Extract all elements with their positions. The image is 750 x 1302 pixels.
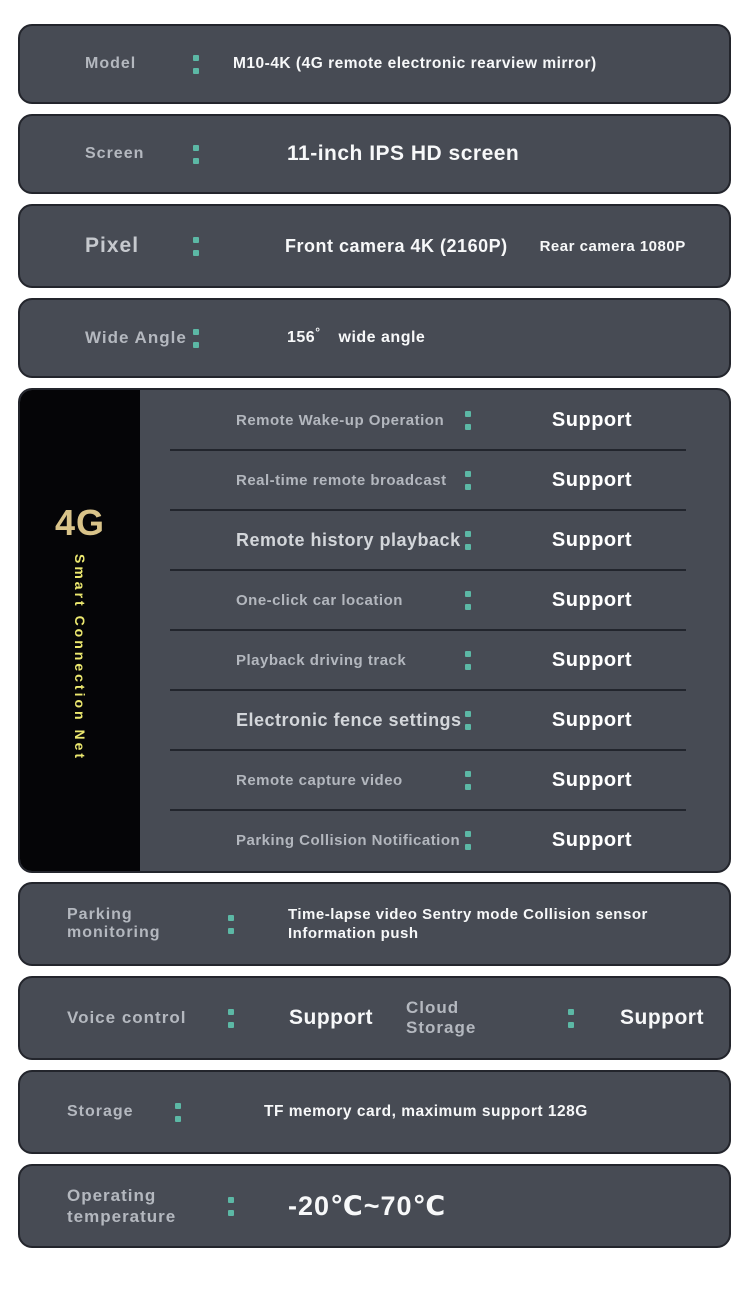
colon-icon [465, 651, 471, 670]
smart-net-feature-list [140, 390, 729, 871]
feature-label: Electronic fence settings [236, 709, 462, 730]
feature-row [140, 570, 729, 630]
voice-control-value: Support [289, 1006, 373, 1029]
colon-icon [175, 1103, 181, 1122]
feature-label: Real-time remote broadcast [236, 471, 447, 489]
spec-row-voice-cloud [18, 976, 731, 1060]
spec-row-screen [18, 114, 731, 194]
parking-value: Time-lapse video Sentry mode Collision sensor Information push [288, 906, 648, 942]
feature-label: Playback driving track [236, 651, 407, 669]
operating-temperature-value: -20℃~70℃ [288, 1190, 447, 1221]
colon-icon [465, 831, 471, 850]
colon-icon [465, 471, 471, 490]
pixel-label: Pixel [85, 234, 140, 257]
spec-row-parking-monitoring [18, 882, 731, 966]
colon-icon [228, 1009, 234, 1028]
smart-net-block [18, 388, 731, 873]
feature-label: Remote capture video [236, 771, 403, 789]
wide-angle-label: Wide Angle [85, 328, 187, 347]
pixel-rear-value: Rear camera 1080P [539, 237, 686, 255]
model-value: M10-4K (4G remote electronic rearview mirror) [233, 55, 597, 72]
operating-temperature-label [67, 1185, 228, 1227]
colon-icon [568, 1009, 574, 1028]
feature-value: Support [551, 648, 633, 671]
colon-icon [193, 237, 199, 256]
feature-label: Parking Collision Notification [236, 831, 461, 849]
colon-icon [193, 55, 199, 74]
wide-angle-number: 156 [287, 329, 316, 346]
storage-value: TF memory card, maximum support 128G [264, 1103, 588, 1120]
colon-icon [193, 145, 199, 164]
smart-net-vertical-label: Smart Connection Net [72, 554, 88, 762]
feature-value: Support [551, 768, 633, 791]
4g-badge: 4G [54, 502, 106, 543]
pixel-front-value: Front camera 4K (2160P) [285, 235, 508, 256]
colon-icon [465, 531, 471, 550]
smart-net-side-column [20, 390, 140, 871]
screen-value: 11-inch IPS HD screen [287, 142, 520, 165]
feature-row [140, 750, 729, 810]
colon-icon [465, 591, 471, 610]
wide-angle-unit: wide angle [338, 329, 426, 346]
feature-row [140, 450, 729, 510]
parking-label: Parking monitoring [67, 906, 161, 941]
operating-temperature-label-line2: temperature [67, 1207, 177, 1226]
feature-row [140, 510, 729, 570]
feature-value: Support [551, 408, 633, 431]
feature-label: One-click car location [236, 591, 403, 609]
feature-row [140, 810, 729, 870]
feature-label: Remote history playback [236, 529, 461, 550]
feature-label: Remote Wake-up Operation [236, 411, 445, 429]
feature-value: Support [551, 528, 633, 551]
colon-icon [465, 711, 471, 730]
feature-value: Support [551, 708, 633, 731]
wide-angle-value [287, 325, 321, 347]
feature-value: Support [551, 468, 633, 491]
spec-row-operating-temperature [18, 1164, 731, 1248]
model-label: Model [85, 55, 137, 72]
screen-label: Screen [85, 145, 145, 162]
spec-row-wide-angle [18, 298, 731, 378]
colon-icon [465, 411, 471, 430]
colon-icon [465, 771, 471, 790]
feature-value: Support [551, 828, 633, 851]
spec-row-model [18, 24, 731, 104]
voice-control-label: Voice control [67, 1008, 187, 1027]
degree-symbol: ° [315, 325, 321, 339]
spec-row-storage [18, 1070, 731, 1154]
storage-label: Storage [67, 1103, 134, 1120]
feature-value: Support [551, 588, 633, 611]
colon-icon [228, 915, 234, 934]
spec-row-pixel [18, 204, 731, 288]
cloud-storage-label: Cloud Storage [405, 998, 477, 1037]
operating-temperature-label-line1: Operating [67, 1186, 157, 1205]
colon-icon [228, 1197, 234, 1216]
feature-row [140, 690, 729, 750]
colon-icon [193, 329, 199, 348]
feature-row [140, 390, 729, 450]
cloud-storage-value: Support [619, 1006, 704, 1029]
feature-row [140, 630, 729, 690]
